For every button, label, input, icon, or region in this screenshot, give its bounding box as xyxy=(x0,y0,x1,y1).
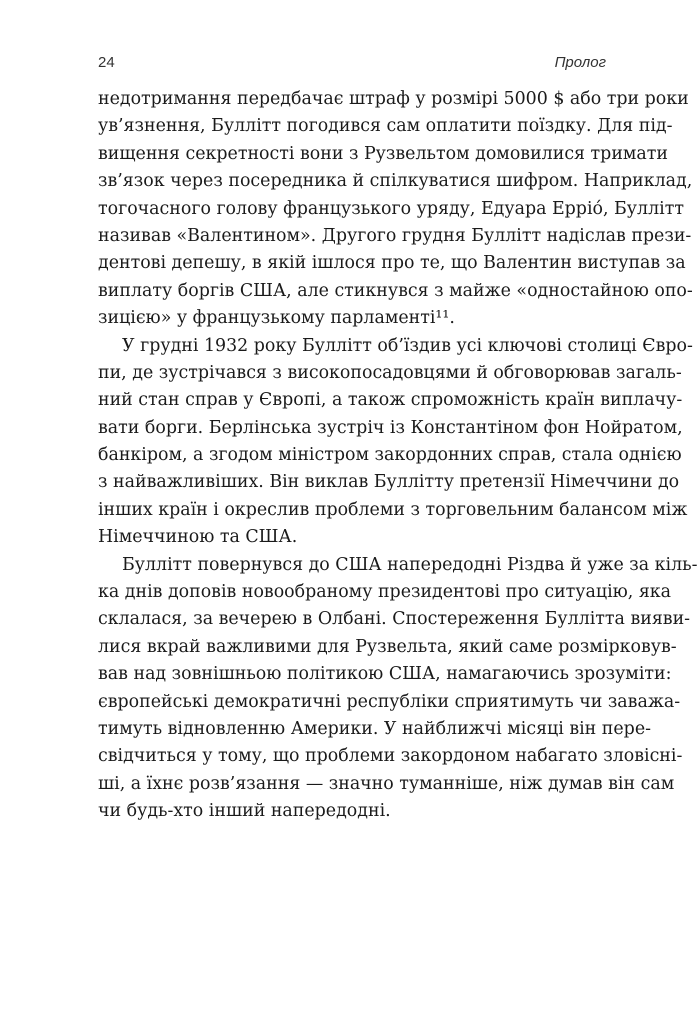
text-line: дентові депешу, в якій ішлося про те, що Валентин виступав за xyxy=(98,253,686,274)
text-line: свідчиться у тому, що проблеми закордоном набагато зловісні- xyxy=(98,746,683,767)
text-line: з найважливіших. Він виклав Буллітту претензії Німеччини до xyxy=(98,472,680,493)
text-line: чи будь-хто інший напередодні. xyxy=(98,801,391,822)
text-line: У грудні 1932 року Буллітт об’їздив усі ключові столиці Євро- xyxy=(122,335,693,356)
text-line: вати борги. Берлінська зустріч із Константіном фон Нойратом, xyxy=(98,417,683,438)
text-line: ші, а їхнє розв’язання — значно туманніше, ніж думав він сам xyxy=(98,773,675,794)
text-line: ув’язнення, Буллітт погодився сам оплатити поїздку. Для під- xyxy=(98,116,673,137)
text-line: склалася, за вечерею в Олбані. Спостереження Буллітта вияви- xyxy=(98,609,691,630)
page-number: 24 xyxy=(98,54,115,71)
text-line: вищення секретності вони з Рузвельтом домовилися тримати xyxy=(98,143,669,164)
text-line: європейські демократичні республіки сприятимуть чи заважа- xyxy=(98,691,681,712)
text-line: тогочасного голову французького уряду, Едуара Ерріó, Буллітт xyxy=(98,198,684,219)
body-text xyxy=(98,86,698,826)
paragraph xyxy=(98,86,693,333)
text-line: інших країн і окреслив проблеми з торговельним балансом між xyxy=(98,499,688,520)
text-line: зицією» у французькому парламенті¹¹. xyxy=(98,308,455,329)
text-line: вав над зовнішньою політикою США, намагаючись зрозуміти: xyxy=(98,664,672,685)
text-line: недотримання передбачає штраф у розмірі 5000 $ або три роки xyxy=(98,89,689,109)
text-line: Німеччиною та США. xyxy=(98,527,298,548)
text-line: виплату боргів США, але стикнувся з майже «одностайною опо- xyxy=(98,280,693,301)
paragraph xyxy=(98,552,698,826)
paragraph xyxy=(98,333,693,552)
text-line: Буллітт повернувся до США напередодні Різдва й уже за кіль- xyxy=(122,554,698,575)
text-line: ка днів доповів новообраному президентові про ситуацію, яка xyxy=(98,582,672,603)
text-line: тимуть відновленню Америки. У найближчі місяці він пере- xyxy=(98,718,651,739)
text-line: лися вкрай важливими для Рузвельта, який саме розмірковув- xyxy=(98,636,677,657)
text-line: називав «Валентином». Другого грудня Буллітт надіслав прези- xyxy=(98,225,692,246)
text-line: банкіром, а згодом міністром закордонних справ, стала однією xyxy=(98,445,682,466)
text-line: зв’язок через посередника й спілкуватися шифром. Наприклад, xyxy=(98,171,693,192)
text-line: пи, де зустрічався з високопосадовцями й обговорював загаль- xyxy=(98,362,682,383)
text-line: ний стан справ у Європі, а також спроможність країн виплачу- xyxy=(98,390,683,411)
page-header xyxy=(98,54,606,76)
running-head: Пролог xyxy=(554,54,606,71)
